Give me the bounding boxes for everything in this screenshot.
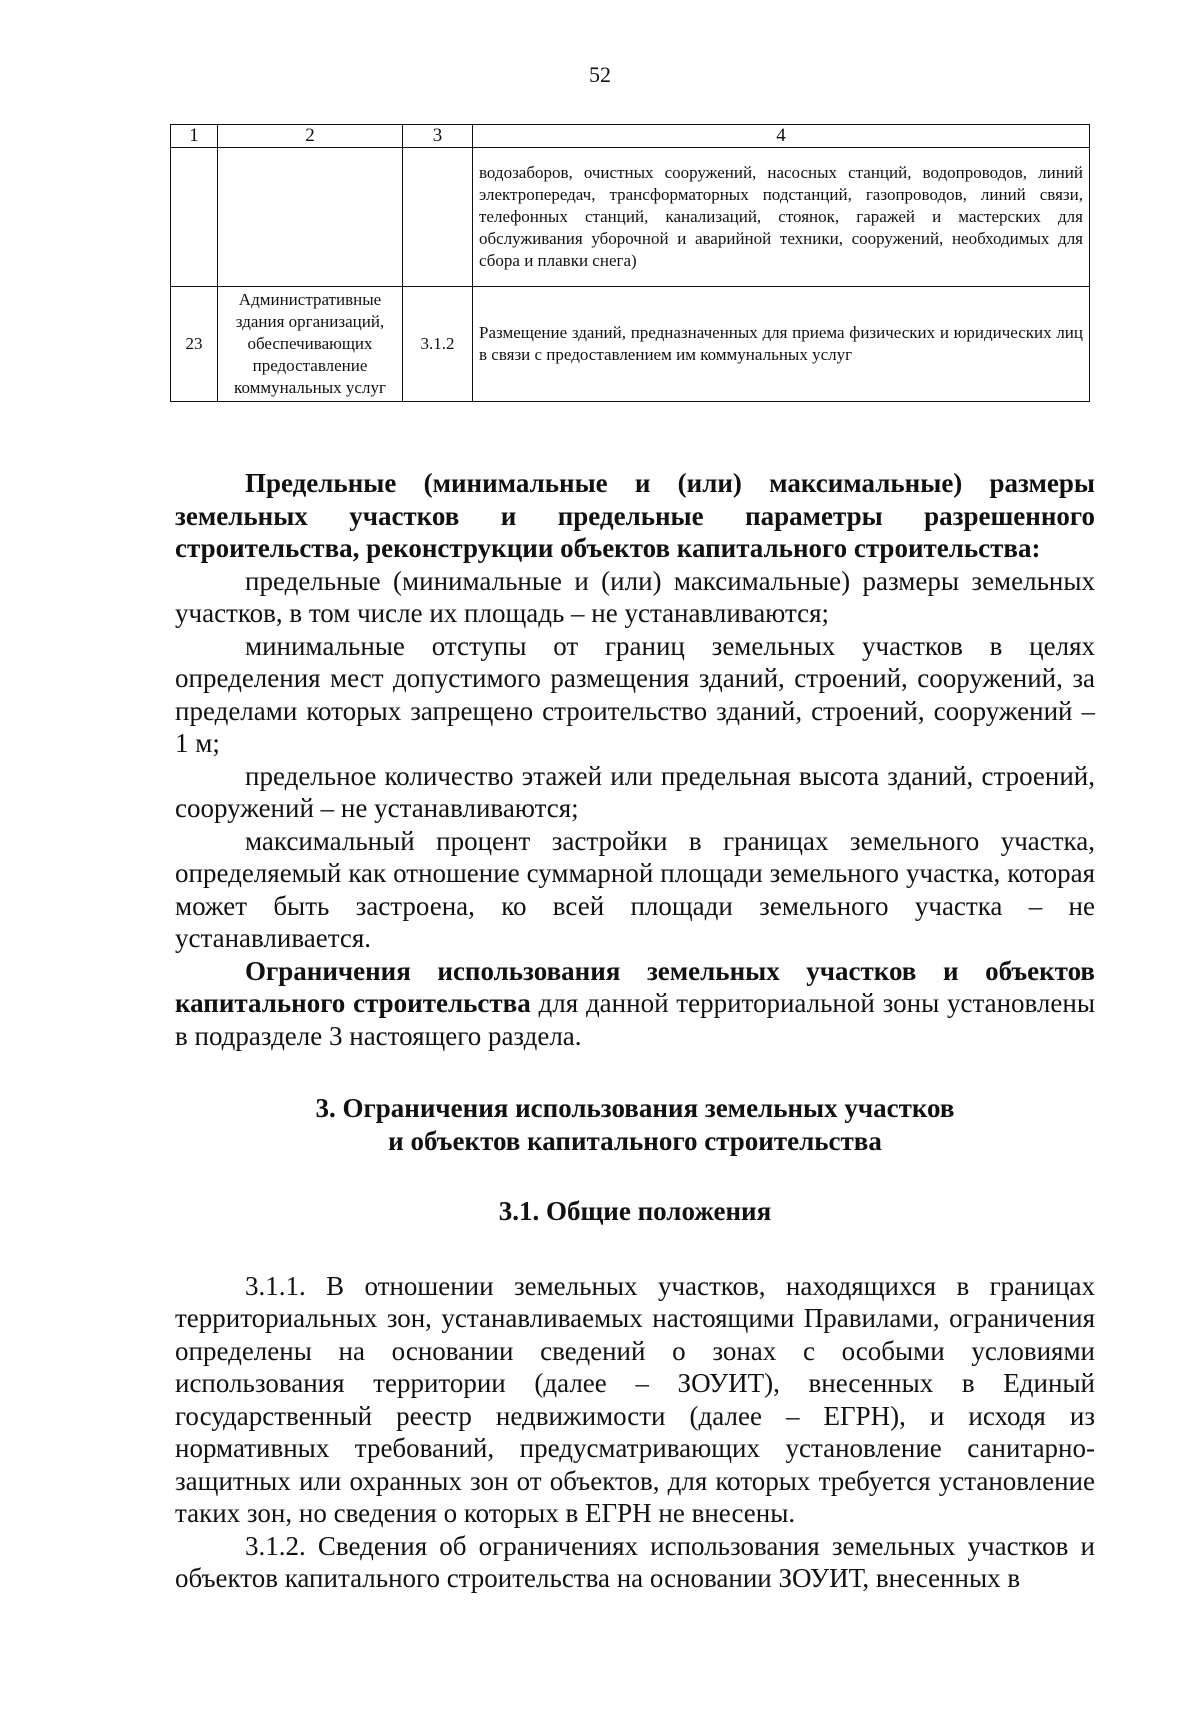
body-text <box>175 467 1095 1595</box>
restrictions-lead: Ограничения использования земельных участков и объектов капитального строительства <box>175 955 1095 1018</box>
subsection-heading: 3.1. Общие положения <box>498 1196 772 1226</box>
section-heading-line: и объектов капитального строительства <box>388 1125 882 1156</box>
row-number-cell <box>171 148 218 287</box>
paragraph: предельное количество этажей или предельная высота зданий, строений, сооружений – не устанавливаются; <box>175 760 1095 823</box>
paragraph: минимальные отступы от границ земельных участков в целях определения мест допустимого размещения зданий, строений, сооружений, за пределами которых запрещено строительство зданий, строений, сооружений – 1 м; <box>175 630 1095 758</box>
paragraph: 3.1.2. Сведения об ограничениях использования земельных участков и объектов капитального строительства на основании ЗОУИТ, внесенных в <box>175 1530 1095 1593</box>
table-header-row <box>171 125 1090 148</box>
limits-heading: Предельные (минимальные и (или) максимальные) размеры земельных участков и предельные параметры разрешенного строительства, реконструкции объектов капитального строительства: <box>175 468 1095 563</box>
section-heading-line: 3. Ограничения использования земельных участков <box>315 1093 955 1123</box>
permitted-use-table <box>170 124 1090 402</box>
use-code-cell: 3.1.2 <box>403 287 473 402</box>
use-description-cell: Размещение зданий, предназначенных для приема физических и юридических лиц в связи с предоставлением им коммунальных услуг <box>473 287 1090 402</box>
table-header-cell: 2 <box>218 125 403 148</box>
use-code-cell <box>403 148 473 287</box>
restrictions-rest: для данной территориальной зоны установлены в подразделе 3 настоящего раздела. <box>175 988 1095 1051</box>
use-name-cell: Административные здания организаций, обеспечивающих предоставление коммунальных услуг <box>218 287 403 402</box>
paragraph: предельные (минимальные и (или) максимальные) размеры земельных участков, в том числе их площадь – не устанавливаются; <box>175 565 1095 628</box>
table-header-cell: 3 <box>403 125 473 148</box>
row-number-cell: 23 <box>171 287 218 402</box>
table-header-cell: 1 <box>171 125 218 148</box>
table-row <box>171 148 1090 287</box>
paragraph: максимальный процент застройки в границах земельного участка, определяемый как отношение суммарной площади земельного участка, которая может быть застроена, ко всей площади земельного участка – не устанавливается. <box>175 825 1095 953</box>
use-description-cell: водозаборов, очистных сооружений, насосных станций, водопроводов, линий электропередач, трансформаторных подстанций, газопроводов, линий связи, телефонных станций, канализаций, стоянок, гаражей и мастерских для обслуживания уборочной и аварийной техники, сооружений, необходимых для сбора и плавки снега) <box>473 148 1090 287</box>
page-number: 52 <box>589 62 611 87</box>
table-row <box>171 287 1090 402</box>
paragraph: 3.1.1. В отношении земельных участков, находящихся в границах территориальных зон, устанавливаемых настоящими Правилами, ограничения определены на основании сведений о зонах с особыми условиями использования территории (далее – ЗОУИТ), внесенных в Единый государственный реестр недвижимости (далее – ЕГРН), и исходя из нормативных требований, предусматривающих установление санитарно-защитных или охранных зон от объектов, для которых требуется установление таких зон, но сведения о которых в ЕГРН не внесены. <box>175 1270 1095 1528</box>
table-header-cell: 4 <box>473 125 1090 148</box>
use-name-cell <box>218 148 403 287</box>
paragraph <box>175 955 1095 1053</box>
section-heading <box>175 1092 1095 1157</box>
